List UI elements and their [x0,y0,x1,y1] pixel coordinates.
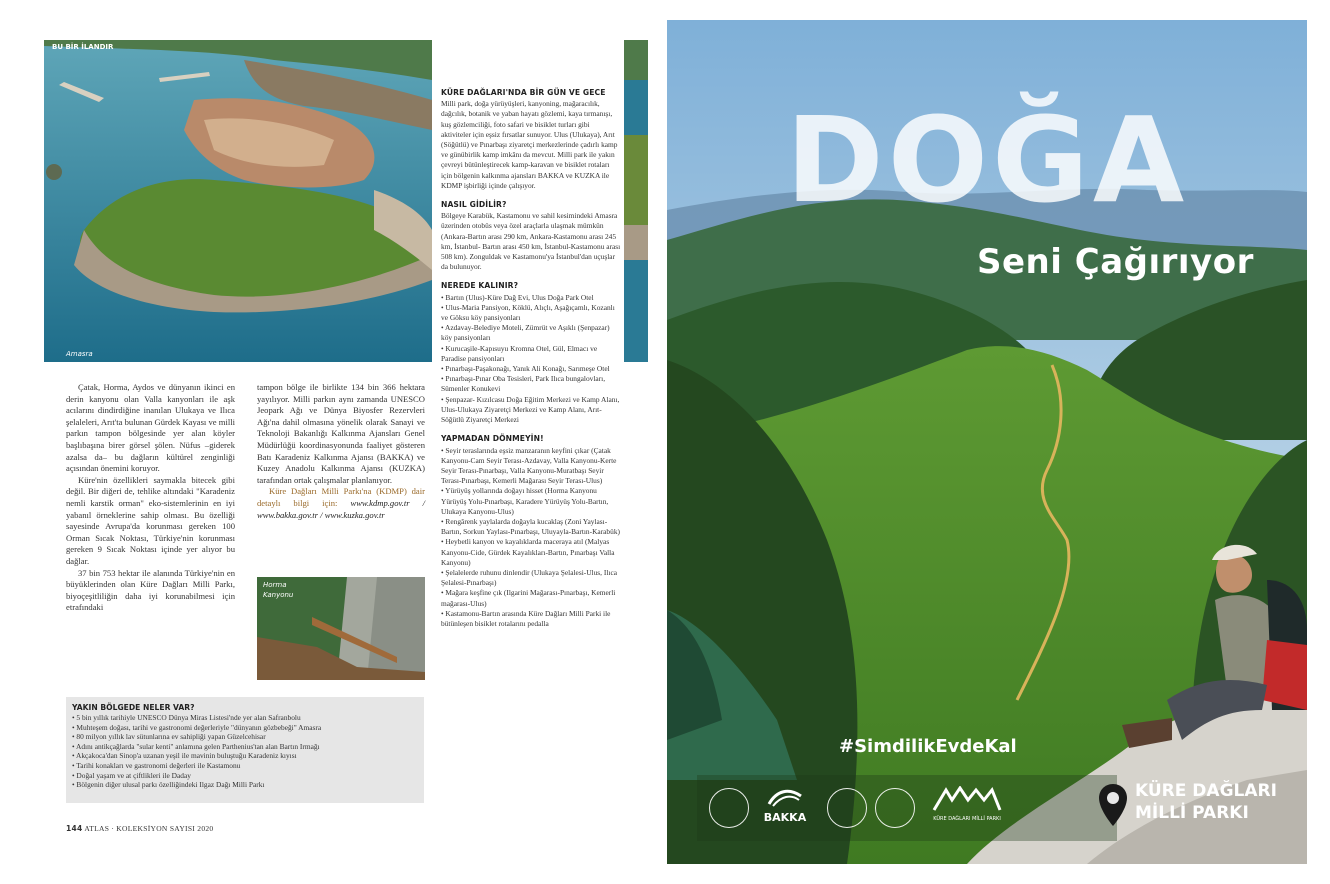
list-item: • Bartın (Ulus)-Küre Dağ Evi, Ulus Doğa Park Otel [441,292,594,302]
column-2 [257,382,425,521]
small-photo-caption: Horma Kanyonu [263,581,294,599]
bakka-logo [755,786,815,824]
list-item: • Kastamonu-Bartın arasında Küre Dağları Milli Parki ile bütünleşen bisiklet rotalarını pedalla [441,608,611,628]
list-item: • Bölgenin diğer ulusal parkı özelliğindeki Ilgaz Dağı Milli Parkı [72,780,265,790]
list-item: • Seyir teraslarında eşsiz manzaranın keyfini çıkar (Çatak Kanyonu-Cam Seyir Terası-Azdavay, Valla Kanyonu-Kerte Seyir Terası-Pınarbaşı, Valla Kanyonu-Muratbaşı Seyir Terası-Pınarbaşı, Kemerli Mağarası Seyir Terası-Ulus) [441,445,617,486]
park-name [1135,780,1277,824]
section-heading-day-night: KÜRE DAĞLARI'NDA BİR GÜN VE GECE [441,88,606,97]
ministry-seal-icon [709,788,749,828]
col2-info-links[interactable]: www.kdmp.gov.tr / www.bakka.gov.tr / www.kuzka.gov.tr [257,497,425,520]
col1-paragraph-1: Çatak, Horma, Aydos ve dünyanın ikinci en derin kanyonu olan Valla kanyonları ile aşk acılarını dindirdiğine inanılan Ulukaya ve Ilıca şelaleleri, Arıt'ta bulunan Gürdek Kayası ve milli parkın tampon bölgesinde yer alan köyler başlıbaşına birer görsel şölen. Nüfus –giderek azalsa da– bu dağların kültürel zenginliği açısından önemini koruyor. [66,382,235,474]
photo-strip-illustration [624,40,648,362]
column-1 [66,382,235,614]
page-folio [66,824,213,833]
amasra-photo-illustration [44,40,432,362]
amasra-photo [44,40,432,362]
list-item: • Pınarbaşı-Pınar Oba Tesisleri, Park Ilıca bungalovları, Sümenler Konukevi [441,374,606,394]
list-item: • Muhteşem doğası, tarihi ve gastronomi değerleriyle "dünyanın gözbebeği" Amasra [72,722,322,732]
ad-title: DOĞA [785,91,1189,229]
col2-info-prefix: Küre Dağları Milli Parkı'na (KDMP) dair detaylı bilgi için: [257,486,425,508]
bakka-wave-icon [765,786,805,808]
list-item: • Doğal yaşam ve at çiftlikleri ile Daday [72,770,191,780]
col1-paragraph-3: 37 bin 753 hektar ile alanında Türkiye'nin en büyüklerinden olan Küre Dağları Milli Parkı, biyoçeşitliliğin daha iyi korunabilmesi için etrafındaki [66,567,235,613]
photo-caption-bottom: Amasra [66,350,93,358]
photo-strip [624,40,648,362]
kdmp-logo-label: KÜRE DAĞLARI MİLLİ PARKI [933,816,1001,822]
col1-paragraph-2: Küre'nin özellikleri saymakla bitecek gibi değil. Bir diğeri de, tehlike altındaki "Karadeniz nemli karstik orman" eko-sistemlerinin en iyi yabanıl örneklerine sahip olması. Bu özelliği sayesinde Avrupa'da korunması gereken 100 Orman Sıcak Noktası, Türkiye'nin korunması gereken 9 Sıcak Noktası içinde yer alıyor bu dağlar. [66,474,235,566]
list-item: • Azdavay-Belediye Moteli, Zümrüt ve Aşıklı (Şenpazar) köy pansiyonları [441,323,610,343]
section-heading-where-to-stay: NEREDE KALINIR? [441,281,519,291]
list-item: • 5 bin yıllık tarihiyle UNESCO Dünya Miras Listesi'nde yer alan Safranbolu [72,713,301,722]
list-item: • Şelalelerde ruhunu dinlendir (Ulukaya Şelalesi-Ulus, Ilıca Şelalesi-Pınarbaşı) [441,567,618,588]
list-item: • Akçakoca'dan Sinop'a uzanan yeşil ile mavinin buluştuğu Karadeniz kıyısı [72,751,297,761]
section-text-how-to-get: Bölgeye Karabük, Kastamonu ve sahil kesimindeki Amasra üzerinden otobüs veya özel araçlarla ulaşmak mümkün (Ankara-Bartın arası 290 km, Ankara-Kastamonu arası 245 km, İstanbul- Bartın arası 450 km, İstanbul-Kastamonu arası 508 km). Zonguldak ve Kastamonu'ya İstanbul'dan uçuşlar da bulunuyor. [441,211,621,272]
column-3 [441,88,621,638]
ad-hashtag: #SimdilikEvdeKal [839,736,1017,757]
list-item: • Kurucaşile-Kapısuyu Kromna Otel, Gül, Elmacı ve Paradise pansiyonları [441,343,598,363]
ad-disclaimer-label: BU BİR İLANDIR [52,43,114,51]
advertisement-page [667,20,1307,864]
ad-subtitle: Seni Çağırıyor [977,242,1254,282]
list-item: • Şenpazar- Kızılcasu Doğa Eğitim Merkezi ve Kamp Alanı, Ulus-Ulukaya Ziyaretçi Merkezi ve Kamp Alanı, Arıt-Söğütlü Ziyaretçi Merkezi [441,394,620,425]
nearby-box [66,697,424,803]
kuzka-seal-icon [827,788,867,828]
section-text-day-night: Milli park, doğa yürüyüşleri, kanyoning, mağaracılık, dağcılık, botanik ve yaban hayatı gözlemi, kaya tırmanışı, kuş gözlemciliği, foto safari ve bisiklet turları gibi aktiviteler için eşsiz fırsatlar sunuyor. Ulus (Ulukaya), Arıt (Söğütlü) ve Pınarbaşı ziyaretçi merkezlerinde çadırlı kamp ve günübirlik kamp imkânı da mevcut. Milli park ile yakın çevreyi bütünleştirecek kamp-karavan ve bisiklet rotaları için bölgenin kalkınma ajansları BAKKA ve KUZKA ile KDMP işbirliği içinde çalışıyor. [441,99,618,190]
nearby-heading: YAKIN BÖLGEDE NELER VAR? [72,703,195,712]
section-heading-how-to-get: NASIL GİDİLİR? [441,200,507,210]
location-pin-icon [1097,782,1129,832]
col2-info [257,486,425,521]
mountain-logo-icon [932,786,1002,812]
bakka-label: BAKKA [763,811,807,824]
forestry-seal-icon [875,788,915,828]
list-item: • Rengârenk yaylalarda doğayla kucaklaş (Zoni Yaylası-Bartın, Sorkun Yaylası-Pınarbaşı, Uluyayla-Bartın-Karabük) [441,516,620,537]
list-item: • Heybetli kanyon ve kayalıklarda maceraya atıl (Malyas Kanyonu-Cide, Gürdek Kayalıkları-Bartın, Pınarbaşı Valla Kanyonu) [441,537,615,567]
list-item: • Adını antikçağlarda "sular kenti" anlamına gelen Parthenius'tan alan Bartın Irmağı [72,741,320,751]
list-item: • Mağara keşfine çık (Ilgarini Mağarası-Pınarbaşı, Kemerli mağarası-Ulus) [441,588,616,608]
magazine-name: ATLAS · KOLEKSİYON SAYISI 2020 [84,824,214,833]
list-item: • Ulus-Maria Pansiyon, Köklü, Alıçlı, Aşağıçamlı, Kozanlı ve Göksu köy pansiyonları [441,302,615,323]
list-item: • Tarihi konakları ve gastronomi değerleri ile Kastamonu [72,760,241,770]
horma-canyon-photo [257,577,425,680]
list-item: • Pınarbaşı-Paşakonağı, Yanık Ali Konağı, Sarımeşe Otel [441,364,610,374]
nearby-list [66,713,424,790]
section-heading-dont-miss: YAPMADAN DÖNMEYİN! [441,434,544,444]
page-number: 144 [66,824,83,833]
list-item: • 80 milyon yıllık lav sütunlarına ev sahipliği yapan Güzelcehisar [72,732,266,742]
list-item: • Yürüyüş yollarında doğayı hisset (Horma Kanyonu Yürüyüş Yolu-Pınarbaşı, Karadere Yürüyüş Yolu-Bartın, Ulukaya Kanyonu-Ulus) [441,486,609,516]
dont-miss-list [441,446,621,630]
park-name-line-1: KÜRE DAĞLARI [1135,781,1277,801]
kdmp-logo [925,786,1009,822]
stay-list [441,293,621,426]
park-name-line-2: MİLLİ PARKI [1135,803,1249,823]
col2-paragraph: tampon bölge ile birlikte 134 bin 366 hektara yayılıyor. Milli parkın aynı zamanda UNESCO Jeopark Ağı ve Dünya Biyosfer Rezervleri Ağı'na dahil olmasına yönelik olarak Sanayi ve Teknoloji Bakanlığı Kalkınma Ajansları Genel Müdürlüğü koordinasyonunda faaliyet gösteren Batı Karadeniz Kalkınma Ajansı (BAKKA) ve Kuzey Anadolu Kalkınma Ajansı (KUZKA) tarafından ortak çalışmalar planlanıyor. [257,382,425,485]
